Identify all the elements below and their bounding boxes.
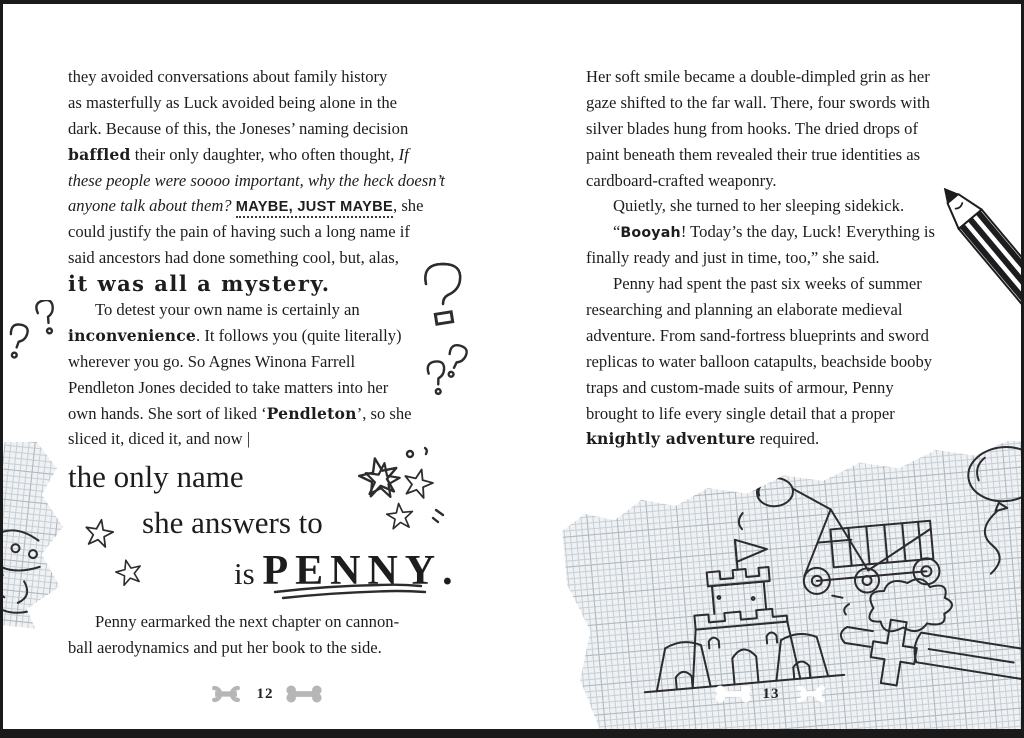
page-number-right: 13 (762, 685, 780, 702)
text-line: baffled their only daughter, who often thought, If (68, 144, 409, 164)
pencil-icon (938, 167, 1021, 327)
text-line: it was all a mystery. (68, 271, 331, 297)
text-line: anyone talk about them? MAYBE, JUST MAYBE, she (68, 193, 460, 219)
right-page-paragraphs (586, 64, 978, 452)
text-line: adventure. From sand-fortress blueprints and sword (586, 325, 929, 345)
wrench-icon (791, 684, 831, 704)
text-line: silver blades hung from hooks. The dried drops of (586, 118, 918, 138)
right-page-footer (586, 684, 958, 704)
text-line: Penny had spent the past six weeks of summer (613, 274, 922, 294)
text-line: Penny earmarked the next chapter on cannon- (95, 612, 400, 632)
text-line: they avoided conversations about family history (68, 67, 388, 86)
text-line: Her soft smile became a double-dimpled grin as her (586, 67, 930, 86)
page-number-left: 12 (256, 685, 274, 702)
text-line: brought to life every single detail that a proper (586, 403, 895, 423)
headline-line-2: she answers to (142, 505, 323, 541)
text-line: “Booyah! Today’s the day, Luck! Everything is (613, 222, 935, 242)
headline-penny: PENNY (262, 548, 443, 595)
right-page-text (586, 64, 978, 452)
paint-splat-doodle (831, 576, 954, 638)
text-line: gaze shifted to the far wall. There, four swords with (586, 92, 930, 112)
text-line: ball aerodynamics and put her book to the side. (68, 638, 382, 658)
question-mark-big (416, 260, 480, 350)
text-line: replicas to water balloon catapults, beachside booby (586, 351, 933, 371)
question-marks-pair (421, 338, 491, 410)
text-line: researching and planning an elaborate medieval (586, 300, 903, 320)
text-line: as masterfully as Luck avoided being alone in the (68, 92, 398, 112)
text-line: said ancestors had done something cool, but, alas, (68, 248, 399, 268)
wrench-icon (206, 684, 246, 704)
text-line: cardboard-crafted weaponry. (586, 170, 777, 190)
text-line: these people were soooo important, why the heck doesn’t (68, 170, 445, 190)
bone-icon (285, 684, 323, 704)
question-marks-left (7, 300, 69, 378)
text-line: traps and custom-made suits of armour, Penny (586, 377, 894, 397)
text-line: finally ready and just in time, too,” she said. (586, 248, 880, 268)
text-line: sliced it, diced it, and now | (68, 429, 251, 449)
text-line: knightly adventure required. (586, 429, 820, 449)
text-line: To detest your own name is certainly an (95, 300, 360, 320)
book-page-spread (3, 4, 1021, 729)
bone-icon (714, 684, 752, 704)
headline-is: is (234, 556, 263, 592)
balloon-doodle (966, 444, 1021, 575)
headline-period: . (442, 548, 453, 595)
left-page-paragraphs (68, 64, 460, 452)
headline-line-1: the only name (68, 459, 244, 495)
text-line: Quietly, she turned to her sleeping sidekick. (613, 196, 905, 216)
text-line: Pendleton Jones decided to take matters into her (68, 377, 389, 397)
text-line: inconvenience. It follows you (quite literally) (68, 325, 402, 345)
left-page-tail (68, 609, 460, 661)
left-page-footer (68, 684, 460, 704)
text-line: could justify the pain of having such a long name if (68, 222, 410, 242)
text-line: paint beneath them revealed their true identities as (586, 144, 921, 164)
text-line: wherever you go. So Agnes Winona Farrell (68, 351, 356, 371)
star-doodles (63, 434, 463, 604)
text-line: own hands. She sort of liked ‘Pendleton’, so she (68, 403, 412, 423)
text-line: dark. Because of this, the Joneses’ naming decision (68, 118, 409, 138)
